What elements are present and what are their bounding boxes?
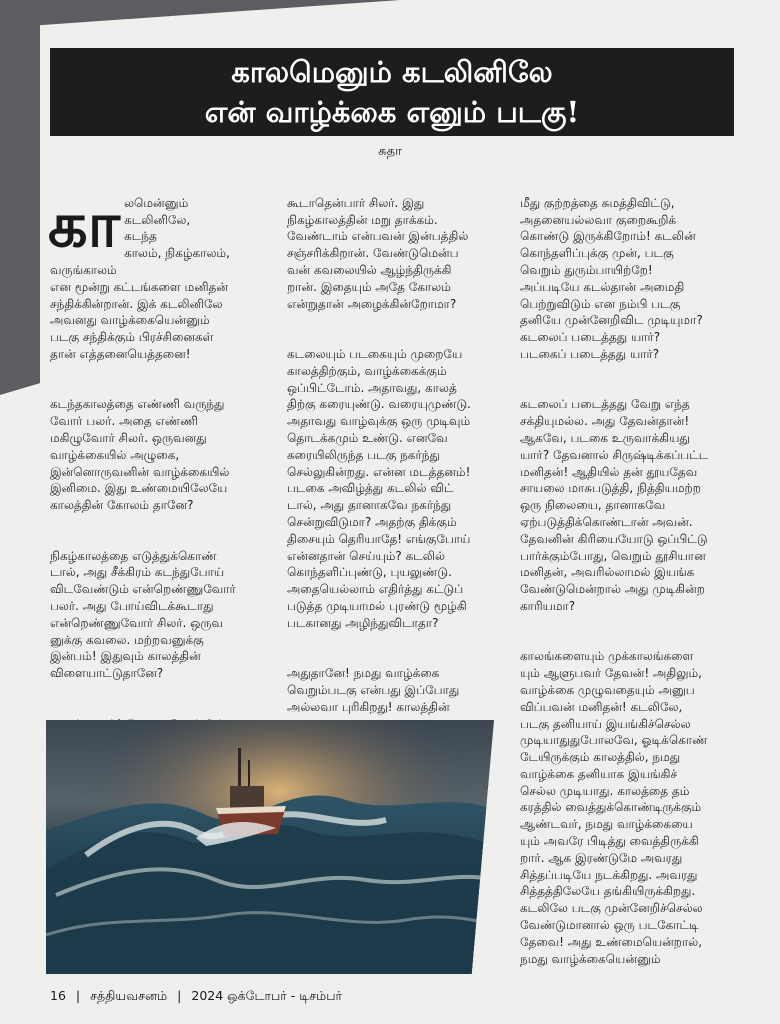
issue-date: 2024 ஒக்டோபர் - டிசம்பர் [191,988,343,1003]
stormy-sea-boat-image [46,720,494,974]
article-column-3 [520,178,745,1001]
title-banner [50,48,734,136]
article-column-2 [287,178,509,749]
paragraph: கூடாதென்பார் சிலர். இது நிகழ்காலத்தின் மறு தாக்கம். வேண்டாம் என்பவன் இன்பத்தில் சஞ்சரிக்கிறான். வேண்டுமென்ப வன் கவலையில் ஆழ்ந்திருக்கி றான். இதையும் அதே கோலம் என்றுதான் அழைக்கின்றோமா? [287,195,469,311]
paragraph: நிகழ்காலத்தை எடுத்துக்கொண் டால், அது சீக்கிரம் கடந்துபோய் விடவேண்டும் என்றெண்ணுவோர் பலர். அது போய்விடக்கூடாது என்றெண்ணுவோர் சிலர். ஒருவ னுக்கு கவலை. மற்றவனுக்கு இன்பம்! இதுவும் காலத்தின் விளையாட்டுதானே? [50,548,236,681]
footer-separator: | [75,988,81,1003]
paragraph: அதுதானே! நமது வாழ்க்கை வெறும்படகு என்பது இப்போது அல்லவா புரிகிறது! காலத்தின் [287,666,460,714]
paragraph: மீது குற்றத்தை சுமத்திவிட்டு, அதனையல்லவா குறைகூறிக் கொண்டு இருக்கிறோம்! கடலின் கொந்தளிப்புக்கு முன், படகு வெறும் துரும்பாயிற்றே! அப்படியே கடல்தான் அமைதி பெற்றுவிடும் என நம்பி படகு தனியே முன்னேறிவிட முடியுமா? கடலைப் படைத்தது யார்? படகைப் படைத்தது யார்? [520,195,703,361]
title-line-2: என் வாழ்க்கை எனும் படகு! [204,95,580,129]
paragraph: காலமென்னும் கடலினிலே, கடந்த காலம், நிகழ்காலம், வருங்காலம் என மூன்று கட்டங்களை மனிதன் சந்திக்கின்றான். இக் கடலினிலே அவனது வாழ்க்கையென்னும் படகு சந்திக்கும் பிரச்சினைகள் தான் எத்தனையெத்தனை! [48,187,230,361]
page-footer [50,988,342,1005]
page-number: 16 [50,988,66,1003]
boat-illustration [46,720,494,974]
paragraph: கடலைப் படைத்தது வேறு எந்த சக்தியுமல்ல. அது தேவன்தான்! ஆகவே, படகை உருவாக்கியது யார்? தேவனால் சிருஷ்டிக்கப்பட்ட மனிதன்! ஆதியில் தன் தூயதேவ சாயலை மாசுபடுத்தி, நித்தியமற்ற ஒரு நிலையை, தானாகவே ஏற்படுத்திக்கொண்டான் அவன். தேவனின் கிரியையோடு ஒப்பிட்டு பார்க்கும்போது, வெறும் தூசியான மனிதன், அவரில்லாமல் இயங்க வேண்டுமென்றால் அது முடிகின்ற காரியமா? [520,397,709,613]
side-decoration [0,0,40,395]
paragraph: கடலையும் படகையும் முறையே காலத்திற்கும், வாழ்க்கைக்கும் ஒப்பிட்டோம். அதாவது, காலத் திற்கு கரையுண்டு. வரையுமுண்டு. அதாவது வாழ்வுக்கு ஒரு முடிவும் தொடக்கமும் உண்டு. எனவே கரையிலிருந்த படகு நகர்ந்து செல்லுகின்றது. என்ன மடத்தனம்! படகை அவிழ்த்து கடலில் விட் டால், அது தானாகவே நகர்ந்து சென்றுவிடுமா? அதற்கு திக்கும் திசையும் தெரியாதே! எங்குபோய் என்னதான் செய்யும்? கடலில் கொந்தளிப்புண்டு, புயலுண்டு. அதையெல்லாம் எதிர்த்து கட்டுப் படுத்த முடியாமல் புரண்டு மூழ்கி படகானது அழிந்துவிடாதா? [287,346,471,630]
title-line-1: காலமெனும் கடலினிலே [231,55,553,89]
drop-cap: கா [48,187,119,261]
corner-decoration [0,0,400,28]
article-column-1 [50,178,272,783]
paragraph: காலங்களையும் முக்காலங்களை யும் ஆளுபவர் தேவன்! அதிலும், வாழ்க்கை முழுவதையும் அனுப விப்பவன் மனிதன்! கடலிலே, படகு தனியாய் இயங்கிச்செல்ல முடியாதுதுபோலவே, ஓடிக்கொண் டேயிருக்கும் காலத்தில், நமது வாழ்க்கை தனியாக இயங்கிச் செல்ல முடியாது. காலத்தை தம் கரத்தில் வைத்துக்கொண்டிருக்கும் ஆண்டவர், நமது வாழ்க்கையை யும் அவரே பிடித்து வைத்திருக்கி றார். ஆக இரண்டுமே அவரது சித்தப்படியே நடக்கிறது. அவரது சித்தத்திலேயே தங்கியிருக்கிறது. கடலிலே படகு முன்னேறிச்செல்ல வேண்டுமானால் ஒரு படகோட்டி தேவை! அது உண்மையென்றால், நமது வாழ்க்கையென்னும் [520,649,708,966]
author-name: சுதா [378,144,402,159]
paragraph: கடந்தகாலத்தை எண்ணி வருந்து வோர் பலர். அதை எண்ணி மகிழுவோர் சிலர். ஒருவனது வாழ்க்கையில் அழுகை, இன்னொருவனின் வாழ்க்கையில் இனிமை. இது உண்மையிலேயே காலத்தின் கோலம் தானே? [50,397,230,513]
magazine-name: சத்தியவசனம் [90,988,168,1003]
footer-separator: | [177,988,182,1003]
